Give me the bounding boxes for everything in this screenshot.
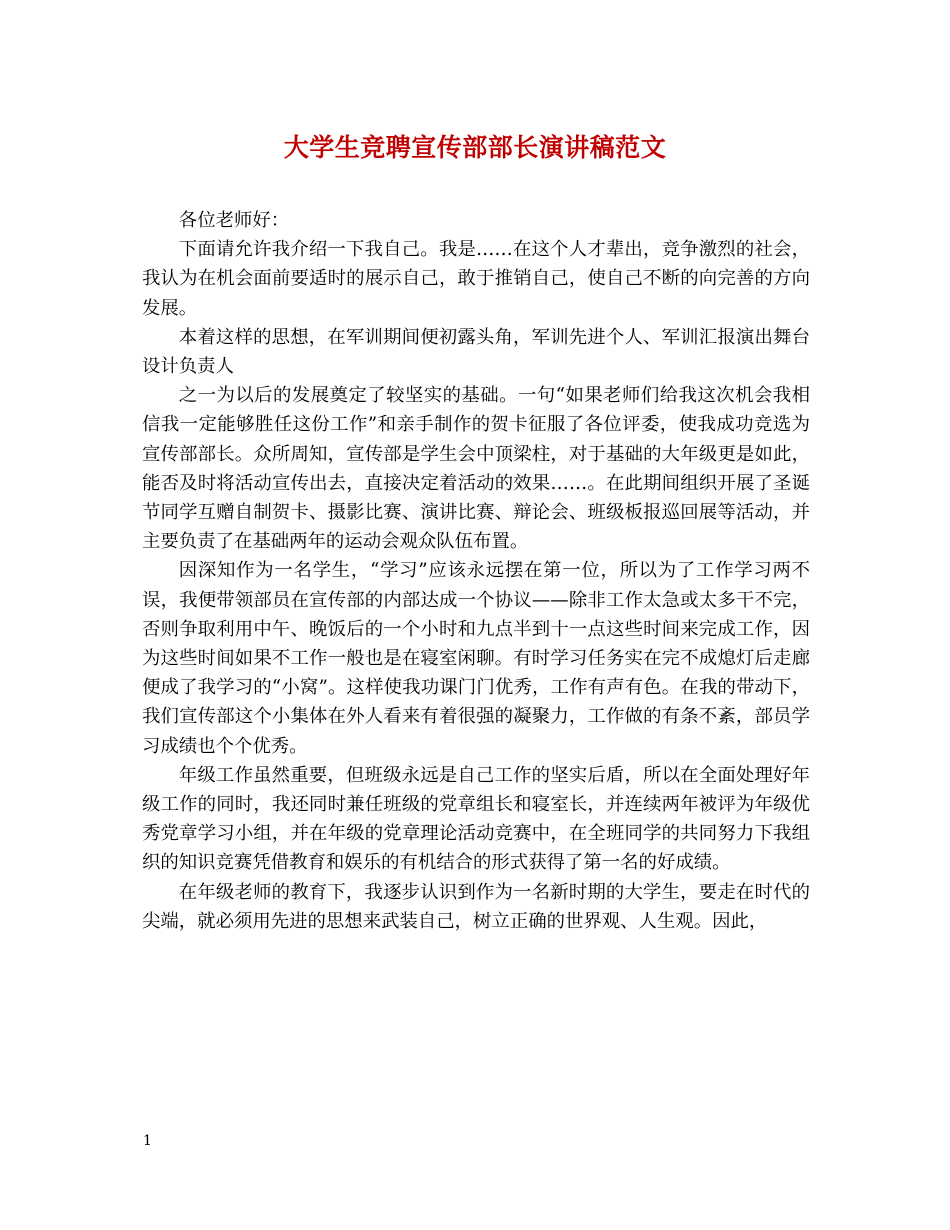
paragraph: 因深知作为一名学生，“学习”应该永远摆在第一位，所以为了工作学习两不误，我便带领部员在宣传部的内部达成一个协议——除非工作太急或太多干不完，否则争取利用中午、晚饭后的一个小时和九点半到十一点这些时间来完成工作，因为这些时间如果不工作一般也是在寝室闲聊。有时学习任务实在完不成熄灯后走廊便成了我学习的“小窝”。这样使我功课门门优秀，工作有声有色。在我的带动下，我们宣传部这个小集体在外人看来有着很强的凝聚力，工作做的有条不紊，部员学习成绩也个个优秀。 <box>142 560 810 757</box>
page-number: 1 <box>143 1133 152 1149</box>
document-title: 大学生竞聘宣传部部长演讲稿范文 <box>283 133 667 162</box>
paragraph: 本着这样的思想，在军训期间便初露头角，军训先进个人、军训汇报演出舞台设计负责人 <box>142 326 810 378</box>
paragraph: 在年级老师的教育下，我逐步认识到作为一名新时期的大学生，要走在时代的尖端，就必须用先进的思想来武装自己，树立正确的世界观、人生观。因此， <box>142 881 810 932</box>
paragraph-greeting: 各位老师好： <box>178 210 290 231</box>
document-body <box>142 206 810 936</box>
paragraph: 之一为以后的发展奠定了较坚实的基础。一句“如果老师们给我这次机会我相信我一定能够胜任这份工作”和亲手制作的贺卡征服了各位评委，使我成功竞选为宣传部部长。众所周知，宣传部是学生会中顶梁柱，对于基础的大年级更是如此，能否及时将活动宣传出去，直接决定着活动的效果……。在此期间组织开展了圣诞节同学互赠自制贺卡、摄影比赛、演讲比赛、辩论会、班级板报巡回展等活动，并主要负责了在基础两年的运动会观众队伍布置。 <box>142 385 810 553</box>
paragraph: 年级工作虽然重要，但班级永远是自己工作的坚实后盾，所以在全面处理好年级工作的同时，我还同时兼任班级的党章组长和寝室长，并连续两年被评为年级优秀党章学习小组，并在年级的党章理论活动竞赛中，在全班同学的共同努力下我组织的知识竞赛凭借教育和娱乐的有机结合的形式获得了第一名的好成绩。 <box>142 764 810 874</box>
paragraph: 下面请允许我介绍一下我自己。我是……在这个人才辈出，竞争激烈的社会，我认为在机会面前要适时的展示自己，敢于推销自己，使自己不断的向完善的方向发展。 <box>142 239 810 319</box>
